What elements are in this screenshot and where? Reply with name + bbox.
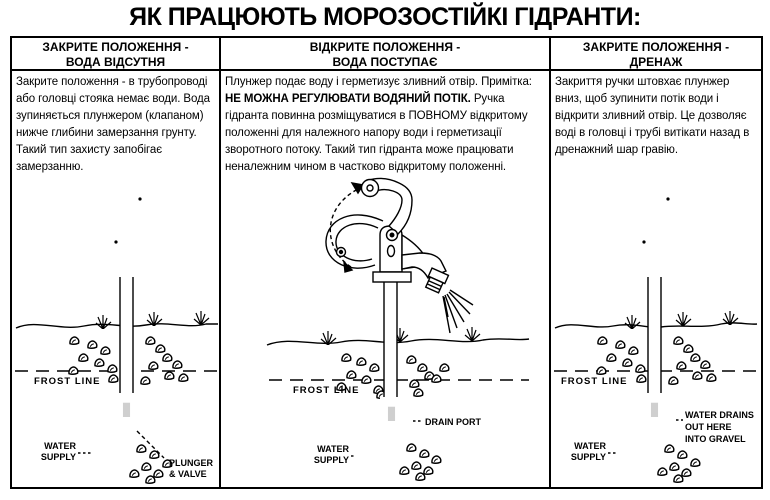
hydrant-head-open <box>326 178 473 333</box>
panel-closed-drain <box>551 38 761 487</box>
panel3-header-line2: ДРЕНАЖ <box>629 54 683 69</box>
grass-icon <box>676 312 691 326</box>
plunger-valve-label-line2: & VALVE <box>169 469 207 479</box>
collar <box>373 272 411 282</box>
panel-closed-no-water <box>12 38 221 487</box>
panel2-text-seg1: Плунжер подає воду і герметизує зливний отвір. Примітка: <box>225 76 532 88</box>
hydrant-diagram-open-flowing <box>221 175 549 485</box>
water-supply-label-line1: WATER <box>44 441 76 451</box>
panel2-header-line1: ВІДКРИТЕ ПОЛОЖЕННЯ - <box>309 40 461 54</box>
panel1-header-line2: ВОДА ВІДСУТНЯ <box>65 54 166 69</box>
panel1-description: Закрите положення - в трубопроводі або головці стояка немає води. Вода зупиняється плунжером (клапаном) нижче глибини замерзання грунту. Такий тип захисту запобігає замерзанню. <box>16 76 210 173</box>
grass-icon <box>96 315 111 329</box>
hydrant-diagram-closed-no-water <box>12 178 219 485</box>
panel3-description: Закриття ручки штовхає плунжер вниз, щоб зупинити потік води і відкрити зливний отвір. Це дозволяє воді в головці і трубі витікати назад в дренажний шар гравію. <box>555 76 750 156</box>
hydrant-diagram-closed-draining <box>551 178 760 485</box>
panel2-text-seg2: Ручка гідранта повинна розміщуватися в ПОВНОМУ відкритому положенні для належного напору води і герметизації зворотного потоку. Такий тип гідранта може працювати неналежним чином в частково відкритому положенні. <box>225 93 528 173</box>
water-drains-label-line2: OUT HERE <box>685 422 732 432</box>
panel-open-water-flows <box>221 38 551 487</box>
panel2-header <box>221 38 549 71</box>
water-supply-label-line2: SUPPLY <box>570 452 606 462</box>
page-title: ЯК ПРАЦЮЮТЬ МОРОЗОСТІЙКІ ГІДРАНТИ: <box>129 3 641 31</box>
panel2-text-bold-warning: НЕ МОЖНА РЕГУЛЮВАТИ ВОДЯНИЙ ПОТІК. <box>225 93 471 105</box>
standpipe <box>120 273 133 394</box>
hydrant-head-closed <box>71 189 190 277</box>
panel2-header-line2: ВОДА ПОСТУПАЄ <box>332 54 438 69</box>
hydrant-head-closed <box>599 189 718 277</box>
plunger-valve-label-line1: PLUNGER <box>169 458 214 468</box>
frost-line-label: FROST LINE <box>293 385 360 396</box>
panel1-header <box>12 38 219 71</box>
panel3-body <box>551 71 761 487</box>
grass-icon <box>194 311 209 325</box>
water-drains-label-line1: WATER DRAINS <box>685 410 754 420</box>
standpipe <box>648 273 661 394</box>
ground-line <box>16 324 218 328</box>
frost-line-label: FROST LINE <box>34 376 101 387</box>
panel1-header-line1: ЗАКРИТЕ ПОЛОЖЕННЯ - <box>42 40 189 54</box>
water-spray <box>443 290 473 333</box>
grass-icon <box>625 315 640 329</box>
water-drains-label-line3: INTO GRAVEL <box>685 434 746 444</box>
panel3-header-line1: ЗАКРИТЕ ПОЛОЖЕННЯ - <box>582 40 730 54</box>
three-panel-table <box>10 36 763 489</box>
panel2-description <box>221 71 549 176</box>
panel1-body <box>12 71 219 487</box>
frost-line-label: FROST LINE <box>561 376 628 387</box>
water-supply-label-line1: WATER <box>574 441 606 451</box>
water-supply-label-line1: WATER <box>317 444 349 454</box>
water-supply-label-line2: SUPPLY <box>40 452 76 462</box>
standpipe <box>384 281 397 399</box>
water-supply-label-line2: SUPPLY <box>313 455 349 465</box>
grass-icon <box>465 327 480 341</box>
drain-port-label: DRAIN PORT <box>425 417 481 427</box>
panel3-header <box>551 38 761 71</box>
panel2-body <box>221 71 549 487</box>
